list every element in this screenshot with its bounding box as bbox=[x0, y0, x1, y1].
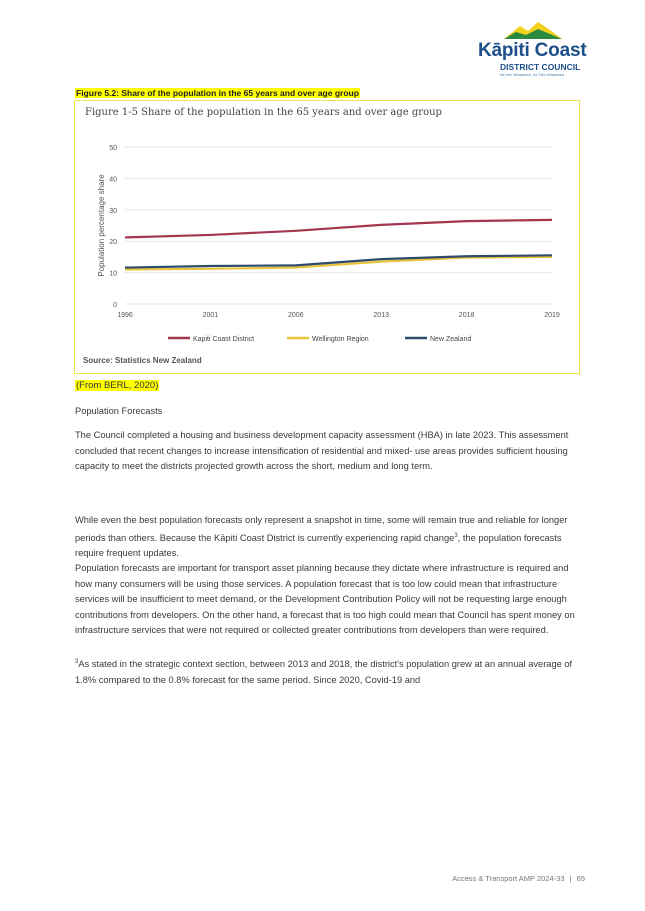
page-number: 65 bbox=[576, 874, 585, 883]
legend-label: Wellington Region bbox=[312, 336, 369, 343]
x-tick-label: 2013 bbox=[373, 312, 389, 319]
council-logo bbox=[472, 20, 592, 78]
y-tick-label: 50 bbox=[109, 145, 117, 152]
footnote bbox=[75, 655, 587, 688]
paragraph-snapshot-text: While even the best population forecasts only represent a snapshot in time, some will remain true and reliable for longer periods than others. Because the Kāpiti Coast District is currently experiencing rapid change bbox=[75, 515, 568, 543]
chart-source: Source: Statistics New Zealand bbox=[83, 356, 202, 365]
y-tick-label: 0 bbox=[113, 302, 117, 309]
x-tick-label: 2018 bbox=[458, 312, 475, 319]
paragraph-hba: The Council completed a housing and business development capacity assessment (HBA) in late 2023. This assessment concluded that recent changes to increase intensification of residential and mixed- use areas provides sufficient housing capacity to meet the districts projected growth across the short, medium and long term. bbox=[75, 430, 569, 472]
logo-title: Kāpiti Coast bbox=[478, 40, 587, 61]
page-footer bbox=[452, 874, 585, 883]
figure-caption: Figure 5.2: Share of the population in the 65 years and over age group bbox=[76, 88, 359, 98]
section-heading: Population Forecasts bbox=[75, 406, 163, 416]
series-line bbox=[125, 220, 552, 238]
chart-title: Figure 1-5 Share of the population in the 65 years and over age group bbox=[85, 107, 442, 118]
legend-label: New Zealand bbox=[430, 336, 472, 343]
footnote-ref: 3 bbox=[454, 532, 458, 539]
footer-document-title: Access & Transport AMP 2024-33 bbox=[452, 874, 565, 883]
y-tick-label: 10 bbox=[109, 270, 117, 278]
y-tick-label: 30 bbox=[109, 207, 117, 215]
footer-separator: | bbox=[569, 874, 572, 883]
mountain-logo-icon bbox=[502, 20, 564, 40]
logo-subtitle: DISTRICT COUNCIL bbox=[500, 62, 581, 72]
x-tick-label: 2001 bbox=[202, 312, 219, 319]
x-tick-label: 2006 bbox=[288, 312, 304, 319]
paragraph-snapshot-text-end: , the population forecasts require frequent updates. bbox=[75, 532, 562, 559]
y-axis-label: Population percentage share bbox=[97, 174, 106, 277]
x-tick-label: 2019 bbox=[544, 312, 560, 319]
line-chart bbox=[75, 101, 579, 373]
x-tick-label: 1996 bbox=[117, 312, 133, 319]
footnote-text: As stated in the strategic context section, between 2013 and 2018, the district's population grew at an annual average of 1.8% compared to the 0.8% forecast for the same period. Since 2020, Covid-19 and bbox=[75, 659, 573, 685]
y-tick-label: 40 bbox=[109, 176, 117, 184]
paragraph-importance: Population forecasts are important for transport asset planning because they dictate where infrastructure is required and how many consumers will be using those services. A population forecast that is too low could mean that infrastructure services will be insufficient to meet demand, or the Development Contribution Policy will not be requesting large enough contributions from developers. On the other hand, a forecast that is too high could mean that Council has spent money on infrastructure services that were not required or collected greater contributions from developers than were required. bbox=[75, 563, 575, 636]
logo-tagline: Me Huri Whakamuri, Ka Titiro Whakamua bbox=[500, 73, 565, 77]
legend-label: Kapiti Coast District bbox=[193, 336, 255, 343]
paragraph-snapshot bbox=[75, 513, 587, 562]
chart-figure bbox=[74, 100, 580, 374]
footnote-marker: 3 bbox=[75, 659, 79, 665]
source-citation: (From BERL, 2020) bbox=[76, 380, 159, 391]
y-tick-label: 20 bbox=[109, 239, 117, 247]
